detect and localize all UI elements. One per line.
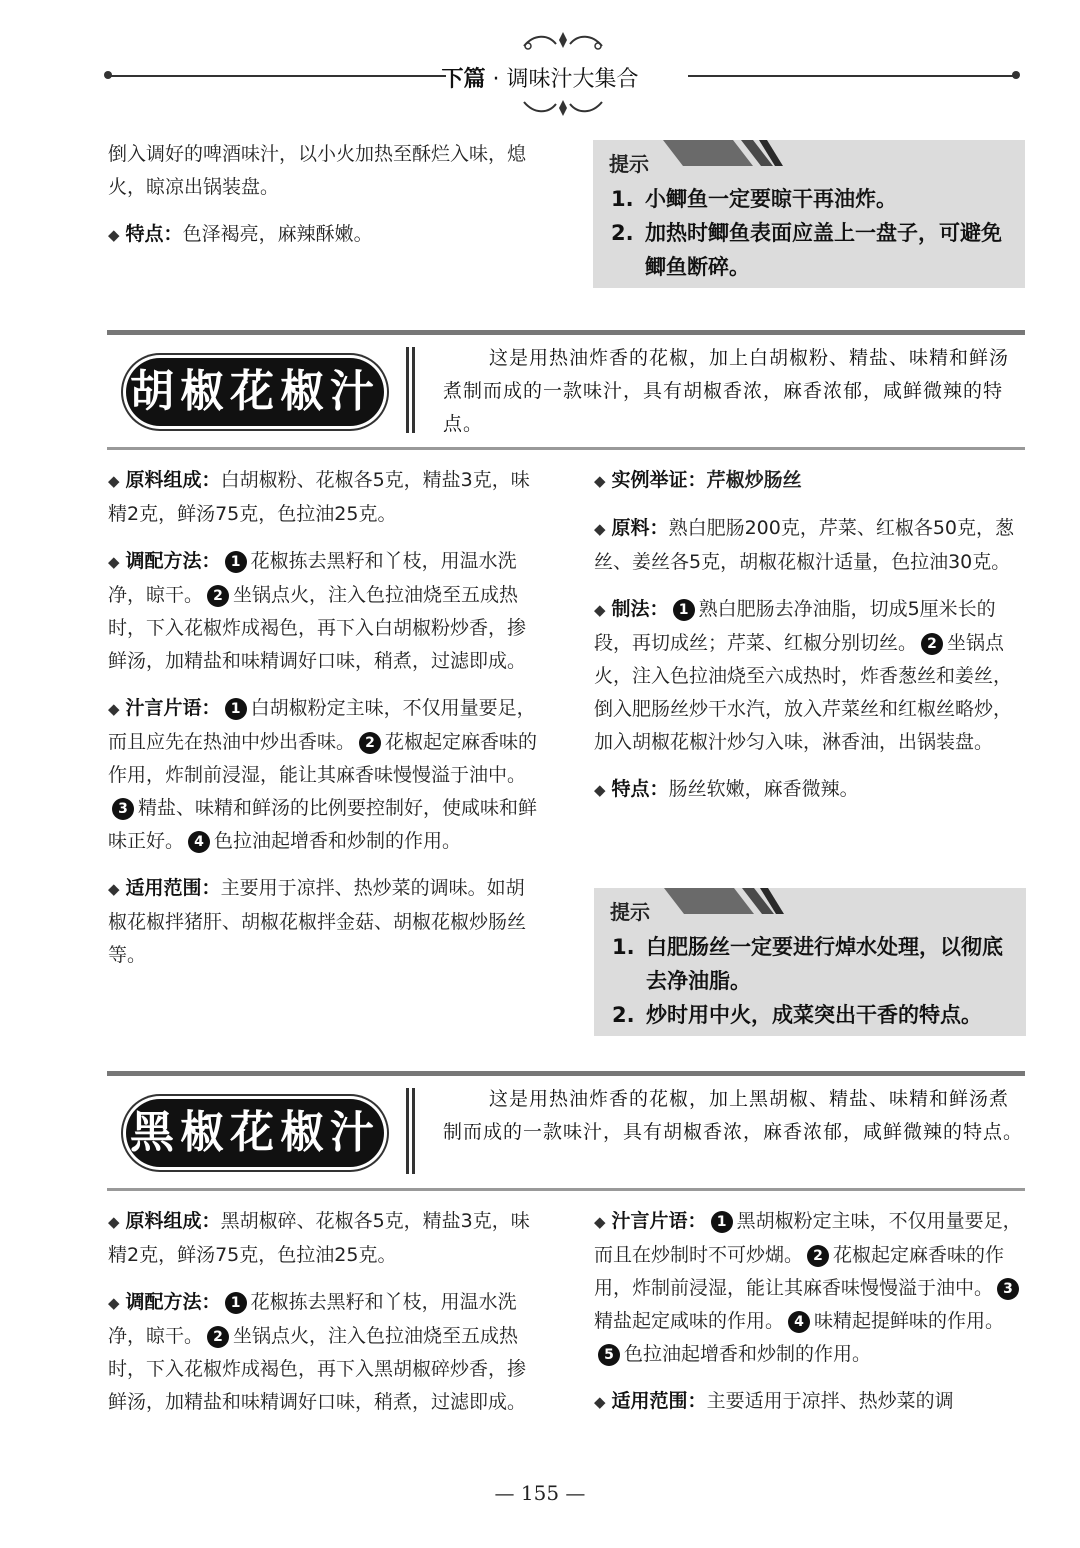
- tip-number: 2.: [611, 221, 634, 245]
- diamond-icon: ◆: [594, 1213, 606, 1231]
- example: [594, 464, 1026, 498]
- text: 坐锅点火，注入色拉油烧至五成热时，下入花椒炸成褐色，再下入白胡椒粉炒香，掺鲜汤，加精盐和味精调好口味，稍煮，过滤即成。: [108, 584, 527, 672]
- tip-text: 炒时用中火，成菜突出干香的特点。: [646, 1003, 982, 1027]
- step-number: 1: [711, 1211, 733, 1233]
- label: 原料组成：: [125, 469, 221, 491]
- tip-number: 1.: [612, 935, 635, 959]
- section1-left-column: [108, 464, 540, 972]
- diamond-icon: ◆: [594, 520, 606, 538]
- tip-item: [612, 930, 1016, 998]
- section-divider: [412, 1088, 415, 1174]
- diamond-icon: ◆: [108, 1213, 120, 1231]
- tip-stripes-icon: [664, 888, 784, 914]
- tips: [594, 1205, 1026, 1371]
- text: 坐锅点火，注入色拉油烧至五成热时，下入花椒炸成褐色，再下入黑胡椒碎炒香，掺鲜汤，加精盐和味精调好口味，稍煮，过滤即成。: [108, 1325, 527, 1413]
- diamond-icon: ◆: [594, 472, 606, 490]
- step-number: 1: [225, 551, 247, 573]
- diamond-icon: ◆: [594, 601, 606, 619]
- page-number: — 155 —: [494, 1481, 586, 1505]
- example-feature: [594, 773, 1026, 807]
- diamond-icon: ◆: [108, 700, 120, 718]
- step-number: 4: [188, 831, 210, 853]
- top-feature: [108, 218, 540, 252]
- label: 制法：: [611, 598, 669, 620]
- section1-right-column: [594, 464, 1026, 807]
- label: 适用范围：: [125, 877, 221, 899]
- text: 主要适用于凉拌、热炒菜的调: [706, 1390, 954, 1412]
- tips: [108, 692, 540, 858]
- section2-right-column: [594, 1205, 1026, 1419]
- header-right-rule: [688, 75, 1014, 77]
- text: 白胡椒粉定主味，不仅用量要足，而且应先在热油中炒出香味。: [108, 697, 536, 753]
- section-rule-bottom: [107, 447, 1025, 450]
- tip-text: 小鲫鱼一定要晾干再油炸。: [645, 187, 897, 211]
- header-title: 调味汁大集合: [506, 67, 639, 92]
- label: 汁言片语：: [125, 697, 221, 719]
- bottom-ornament-icon: [520, 94, 606, 118]
- section-rule-top: [107, 1071, 1025, 1076]
- tip-item: [611, 216, 1015, 284]
- step-number: 2: [359, 732, 381, 754]
- example-ingredients: [594, 512, 1026, 579]
- label: 调配方法：: [125, 550, 221, 572]
- diamond-icon: ◆: [108, 553, 120, 571]
- continuation-text: [108, 138, 540, 252]
- label: 原料：: [611, 517, 669, 539]
- intro-text: 这是用热油炸香的花椒，加上白胡椒粉、精盐、味精和鲜汤煮制而成的一款味汁，具有胡椒香浓，麻香浓郁，咸鲜微辣的特点。: [443, 347, 1010, 435]
- tip-box-top: [593, 140, 1025, 288]
- text: 花椒拣去黑籽和丫枝，用温水洗净，晾干。: [108, 1291, 517, 1347]
- method: [108, 545, 540, 678]
- label: 适用范围：: [611, 1390, 707, 1412]
- section-divider: [406, 1088, 409, 1174]
- dish-name: 芹椒炒肠丝: [706, 469, 802, 491]
- feature-text: 色泽褐亮，麻辣酥嫩。: [182, 223, 373, 245]
- tip-text: 加热时鲫鱼表面应盖上一盘子，可避免鲫鱼断碎。: [645, 221, 1002, 279]
- text: 熟白肥肠200克，芹菜、红椒各50克，葱丝、姜丝各5克，胡椒花椒汁适量，色拉油30克。: [594, 517, 1015, 573]
- tip-label: 提示: [609, 152, 649, 176]
- tip-item: [611, 182, 1015, 216]
- section-divider: [406, 347, 409, 433]
- tip-stripes-icon: [663, 140, 783, 166]
- text: 精盐起定咸味的作用。: [594, 1310, 785, 1332]
- tip-number: 1.: [611, 187, 634, 211]
- label: 汁言片语：: [611, 1210, 707, 1232]
- text: 坐锅点火，注入色拉油烧至六成热时，炸香葱丝和姜丝，倒入肥肠丝炒干水汽，放入芹菜丝和红椒丝略炒，加入胡椒花椒汁炒匀入味，淋香油，出锅装盘。: [594, 632, 1013, 753]
- section-rule-top: [107, 330, 1025, 335]
- top-ornament-icon: [520, 30, 606, 54]
- text: 黑胡椒粉定主味，不仅用量要足，而且在炒制时不可炒煳。: [594, 1210, 1022, 1266]
- running-header: 下篇 · 调味汁大集合: [441, 67, 639, 92]
- ingredients: [108, 464, 540, 531]
- section-title: 胡椒花椒汁: [126, 358, 384, 426]
- continuation-paragraph: 倒入调好的啤酒味汁，以小火加热至酥烂入味，熄火，晾凉出锅装盘。: [108, 143, 527, 198]
- section-title: 黑椒花椒汁: [126, 1099, 384, 1167]
- scope: [594, 1385, 1026, 1419]
- step-number: 3: [112, 798, 134, 820]
- step-number: 1: [225, 698, 247, 720]
- section-rule-bottom: [107, 1188, 1025, 1191]
- step-number: 5: [598, 1344, 620, 1366]
- tip-text: 白肥肠丝一定要进行焯水处理，以彻底去净油脂。: [646, 935, 1003, 993]
- tip-number: 2.: [612, 1003, 635, 1027]
- diamond-icon: ◆: [108, 226, 120, 244]
- label: 调配方法：: [125, 1291, 221, 1313]
- diamond-icon: ◆: [108, 880, 120, 898]
- diamond-icon: ◆: [108, 472, 120, 490]
- text: 精盐、味精和鲜汤的比例要控制好，使咸味和鲜味正好。: [108, 797, 538, 852]
- diamond-icon: ◆: [594, 781, 606, 799]
- text: 味精起提鲜味的作用。: [814, 1310, 1005, 1332]
- text: 黑胡椒碎、花椒各5克，精盐3克，味精2克，鲜汤75克，色拉油25克。: [108, 1210, 530, 1266]
- step-number: 2: [207, 1326, 229, 1348]
- header-right-dot: [1012, 71, 1020, 79]
- feature-label: 特点：: [125, 223, 183, 245]
- step-number: 2: [807, 1245, 829, 1267]
- label: 特点：: [611, 778, 669, 800]
- step-number: 4: [788, 1311, 810, 1333]
- diamond-icon: ◆: [594, 1393, 606, 1411]
- header-part: 下篇: [441, 67, 486, 92]
- step-number: 3: [997, 1278, 1019, 1300]
- tip-label: 提示: [610, 900, 650, 924]
- ingredients: [108, 1205, 540, 1272]
- section-intro: [443, 1083, 1027, 1149]
- tip-item: [612, 998, 1016, 1032]
- step-number: 1: [225, 1292, 247, 1314]
- section2-left-column: [108, 1205, 540, 1419]
- text: 主要用于凉拌、热炒菜的调味。如胡椒花椒拌猪肝、胡椒花椒拌金菇、胡椒花椒炒肠丝等。: [108, 877, 527, 966]
- text: 肠丝软嫩，麻香微辣。: [668, 778, 859, 800]
- intro-text: 这是用热油炸香的花椒，加上黑胡椒、精盐、味精和鲜汤煮制而成的一款味汁，具有胡椒香浓，麻香浓郁，咸鲜微辣的特点。: [443, 1088, 1024, 1143]
- label: 实例举证：: [611, 469, 707, 491]
- label: 原料组成：: [125, 1210, 221, 1232]
- step-number: 1: [673, 599, 695, 621]
- method: [108, 1286, 540, 1419]
- section-divider: [412, 347, 415, 433]
- text: 色拉油起增香和炒制的作用。: [624, 1343, 872, 1365]
- scope: [108, 872, 540, 972]
- diamond-icon: ◆: [108, 1294, 120, 1312]
- section-intro: [443, 342, 1027, 441]
- text: 熟白肥肠去净油脂，切成5厘米长的段，再切成丝；芹菜、红椒分别切丝。: [594, 598, 996, 654]
- step-number: 2: [921, 633, 943, 655]
- text: 花椒起定麻香味的作用，炸制前浸湿，能让其麻香味慢慢溢于油中。: [594, 1244, 1005, 1299]
- step-number: 2: [207, 585, 229, 607]
- tip-box-section1: [594, 888, 1026, 1036]
- text: 花椒拣去黑籽和丫枝，用温水洗净，晾干。: [108, 550, 517, 606]
- text: 花椒起定麻香味的作用，炸制前浸湿，能让其麻香味慢慢溢于油中。: [108, 731, 538, 786]
- text: 白胡椒粉、花椒各5克，精盐3克，味精2克，鲜汤75克，色拉油25克。: [108, 469, 530, 525]
- example-method: [594, 593, 1026, 759]
- text: 色拉油起增香和炒制的作用。: [214, 830, 462, 852]
